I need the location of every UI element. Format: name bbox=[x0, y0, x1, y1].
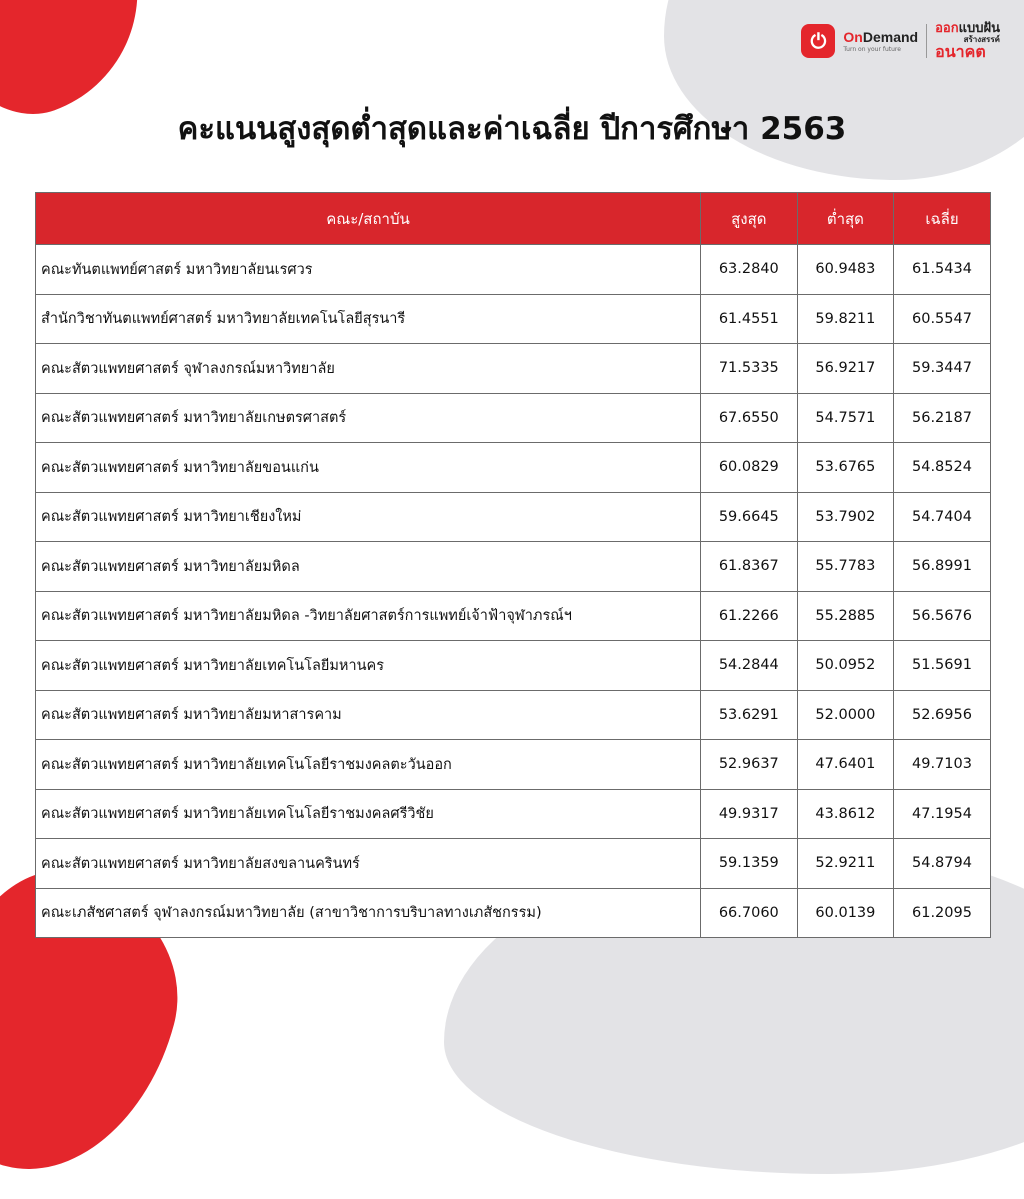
faculty-name: คณะสัตวแพทยศาสตร์ มหาวิทยาลัยเทคโนโลยีราชมงคลศรีวิชัย bbox=[36, 789, 701, 839]
faculty-name: คณะสัตวแพทยศาสตร์ มหาวิทยาลัยสงขลานครินทร์ bbox=[36, 839, 701, 889]
score-min: 60.9483 bbox=[797, 245, 894, 295]
score-avg: 51.5691 bbox=[894, 641, 991, 691]
score-max: 66.7060 bbox=[701, 888, 798, 938]
score-min: 52.0000 bbox=[797, 690, 894, 740]
score-min: 60.0139 bbox=[797, 888, 894, 938]
table-row bbox=[36, 294, 991, 344]
table-row bbox=[36, 641, 991, 691]
score-avg: 56.5676 bbox=[894, 591, 991, 641]
brand-tagline: Turn on your future bbox=[843, 45, 901, 53]
power-icon: ⏻ bbox=[801, 24, 835, 58]
score-table bbox=[35, 192, 991, 938]
score-min: 54.7571 bbox=[797, 393, 894, 443]
faculty-name: คณะสัตวแพทยศาสตร์ มหาวิทยาลัยเกษตรศาสตร์ bbox=[36, 393, 701, 443]
score-avg: 54.7404 bbox=[894, 492, 991, 542]
page-title: คะแนนสูงสุดต่ำสุดและค่าเฉลี่ย ปีการศึกษา 2563 bbox=[177, 111, 847, 147]
faculty-name: คณะสัตวแพทยศาสตร์ มหาวิทยาลัยเทคโนโลยีราชมงคลตะวันออก bbox=[36, 740, 701, 790]
table-row bbox=[36, 393, 991, 443]
faculty-name: คณะสัตวแพทยศาสตร์ มหาวิทยาลัยมหิดล bbox=[36, 542, 701, 592]
score-min: 50.0952 bbox=[797, 641, 894, 691]
score-avg: 47.1954 bbox=[894, 789, 991, 839]
header-faculty: คณะ/สถาบัน bbox=[36, 193, 701, 245]
faculty-name: คณะสัตวแพทยศาสตร์ จุฬาลงกรณ์มหาวิทยาลัย bbox=[36, 344, 701, 394]
faculty-name: สำนักวิชาทันตแพทย์ศาสตร์ มหาวิทยาลัยเทคโนโลยีสุรนารี bbox=[36, 294, 701, 344]
score-min: 52.9211 bbox=[797, 839, 894, 889]
table-row bbox=[36, 740, 991, 790]
table-row bbox=[36, 690, 991, 740]
score-min: 47.6401 bbox=[797, 740, 894, 790]
score-min: 53.6765 bbox=[797, 443, 894, 493]
score-max: 67.6550 bbox=[701, 393, 798, 443]
faculty-name: คณะทันตแพทย์ศาสตร์ มหาวิทยาลัยนเรศวร bbox=[36, 245, 701, 295]
score-min: 56.9217 bbox=[797, 344, 894, 394]
score-max: 60.0829 bbox=[701, 443, 798, 493]
slogan-line-3: อนาคต bbox=[935, 42, 986, 62]
header-avg: เฉลี่ย bbox=[894, 193, 991, 245]
faculty-name: คณะสัตวแพทยศาสตร์ มหาวิทยาลัยขอนแก่น bbox=[36, 443, 701, 493]
score-avg: 60.5547 bbox=[894, 294, 991, 344]
table-row bbox=[36, 839, 991, 889]
score-max: 61.2266 bbox=[701, 591, 798, 641]
faculty-name: คณะสัตวแพทยศาสตร์ มหาวิทยาลัยมหาสารคาม bbox=[36, 690, 701, 740]
score-avg: 52.6956 bbox=[894, 690, 991, 740]
score-max: 71.5335 bbox=[701, 344, 798, 394]
score-max: 59.1359 bbox=[701, 839, 798, 889]
score-max: 61.8367 bbox=[701, 542, 798, 592]
table-row bbox=[36, 245, 991, 295]
faculty-name: คณะสัตวแพทยศาสตร์ มหาวิทยาเชียงใหม่ bbox=[36, 492, 701, 542]
ondemand-wordmark bbox=[843, 30, 918, 53]
brand-logo bbox=[801, 22, 1000, 61]
score-min: 43.8612 bbox=[797, 789, 894, 839]
table-row bbox=[36, 443, 991, 493]
table-header-row bbox=[36, 193, 991, 245]
score-avg: 61.2095 bbox=[894, 888, 991, 938]
header-max: สูงสุด bbox=[701, 193, 798, 245]
score-max: 49.9317 bbox=[701, 789, 798, 839]
score-max: 52.9637 bbox=[701, 740, 798, 790]
brand-slogan bbox=[935, 22, 1000, 61]
slogan-line-2: สร้างสรรค์ bbox=[963, 34, 1000, 44]
score-min: 59.8211 bbox=[797, 294, 894, 344]
score-max: 54.2844 bbox=[701, 641, 798, 691]
score-max: 63.2840 bbox=[701, 245, 798, 295]
table-row bbox=[36, 542, 991, 592]
logo-divider bbox=[926, 24, 927, 58]
faculty-name: คณะสัตวแพทยศาสตร์ มหาวิทยาลัยเทคโนโลยีมหานคร bbox=[36, 641, 701, 691]
score-avg: 49.7103 bbox=[894, 740, 991, 790]
score-max: 59.6645 bbox=[701, 492, 798, 542]
brand-name: OnDemand bbox=[843, 28, 919, 45]
score-min: 53.7902 bbox=[797, 492, 894, 542]
score-avg: 56.8991 bbox=[894, 542, 991, 592]
score-max: 53.6291 bbox=[701, 690, 798, 740]
table-row bbox=[36, 492, 991, 542]
score-min: 55.7783 bbox=[797, 542, 894, 592]
faculty-name: คณะสัตวแพทยศาสตร์ มหาวิทยาลัยมหิดล -วิทยาลัยศาสตร์การแพทย์เจ้าฟ้าจุฬาภรณ์ฯ bbox=[36, 591, 701, 641]
score-avg: 54.8524 bbox=[894, 443, 991, 493]
score-max: 61.4551 bbox=[701, 294, 798, 344]
table-row bbox=[36, 344, 991, 394]
table-row bbox=[36, 789, 991, 839]
score-avg: 59.3447 bbox=[894, 344, 991, 394]
table-row bbox=[36, 591, 991, 641]
score-avg: 61.5434 bbox=[894, 245, 991, 295]
score-avg: 54.8794 bbox=[894, 839, 991, 889]
score-avg: 56.2187 bbox=[894, 393, 991, 443]
score-min: 55.2885 bbox=[797, 591, 894, 641]
slogan-line-1: ออกแบบฝัน bbox=[935, 21, 1000, 36]
header-min: ต่ำสุด bbox=[797, 193, 894, 245]
faculty-name: คณะเภสัชศาสตร์ จุฬาลงกรณ์มหาวิทยาลัย (สาขาวิชาการบริบาลทางเภสัชกรรม) bbox=[36, 888, 701, 938]
table-row bbox=[36, 888, 991, 938]
